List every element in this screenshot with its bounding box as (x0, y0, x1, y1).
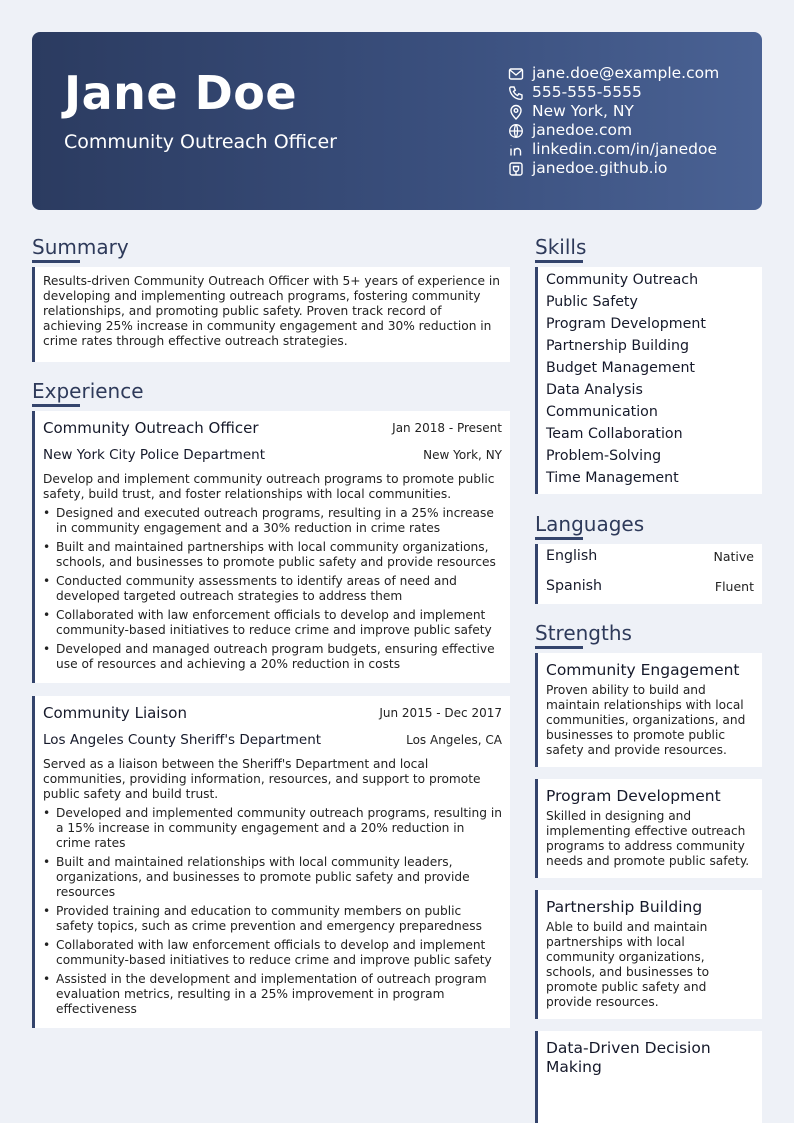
summary-text: Results-driven Community Outreach Officer with 5+ years of experience in developing and implementing outreach programs, fostering community relationships, and promoting public safety. Proven track record of achieving 25% increase in community engagement and 30% reduction in crime rates through effective outreach strategies. (43, 274, 500, 348)
summary-heading: Summary (32, 235, 129, 259)
job-organization: New York City Police Department (43, 447, 265, 463)
contact-github-text: janedoe.github.io (532, 159, 668, 177)
contact-location (508, 102, 758, 121)
skill-item: Data Analysis (546, 382, 643, 398)
skill-item: Community Outreach (546, 272, 699, 288)
strength-title: Community Engagement (546, 661, 740, 679)
job-dates: Jan 2018 - Present (392, 421, 502, 435)
skills-card (535, 267, 762, 494)
strength-card (535, 653, 762, 767)
skill-item: Communication (546, 404, 658, 420)
job-organization: Los Angeles County Sheriff's Department (43, 732, 322, 748)
language-level: Native (713, 548, 754, 564)
skill-item: Partnership Building (546, 338, 689, 354)
linkedin-icon (508, 142, 524, 158)
contact-github[interactable] (508, 159, 758, 178)
strength-description: Skilled in designing and implementing effective outreach programs to address community needs and promote public safety. (546, 809, 750, 868)
summary-rule (32, 260, 80, 263)
job-bullet: • Assisted in the development and implementation of outreach program evaluation metrics, resulting in a 25% improvement in program effectiveness (43, 972, 502, 1017)
skills-heading: Skills (535, 235, 587, 259)
contact-phone[interactable] (508, 83, 758, 102)
job-bullet: • Built and maintained partnerships with local community organizations, schools, and businesses to promote public safety and provide resources (43, 540, 502, 570)
candidate-name: Jane Doe (64, 66, 298, 120)
contact-linkedin[interactable] (508, 140, 758, 159)
experience-rule (32, 404, 80, 407)
contact-website[interactable] (508, 121, 758, 140)
job-bullet: • Built and maintained relationships with local community leaders, organizations, and businesses to promote public safety and provide resources (43, 855, 502, 900)
language-name: English (546, 548, 598, 564)
job-card (32, 411, 510, 683)
job-bullet: • Developed and managed outreach program budgets, ensuring effective use of resources and achieving a 20% reduction in costs (43, 642, 502, 672)
strength-card (535, 890, 762, 1019)
phone-icon (508, 85, 524, 101)
strength-title: Data-Driven Decision Making (546, 1039, 711, 1076)
skill-item: Team Collaboration (546, 426, 683, 442)
languages-rule (535, 537, 583, 540)
contact-email[interactable] (508, 64, 758, 83)
job-bullet: • Designed and executed outreach programs, resulting in a 25% increase in community engagement and a 30% reduction in crime rates (43, 506, 502, 536)
job-location: Los Angeles, CA (406, 733, 502, 747)
language-name: Spanish (546, 578, 603, 594)
strength-title: Partnership Building (546, 898, 703, 916)
job-bullet: • Collaborated with law enforcement officials to develop and implement community-based initiatives to reduce crime and improve public safety (43, 938, 502, 968)
strength-title: Program Development (546, 787, 721, 805)
skill-item: Program Development (546, 316, 706, 332)
job-description: Develop and implement community outreach programs to promote public safety, build trust, and foster relationships with local communities. (43, 472, 495, 501)
languages-heading: Languages (535, 512, 645, 536)
language-level: Fluent (714, 578, 754, 594)
contact-linkedin-text: linkedin.com/in/janedoe (532, 140, 717, 158)
email-icon (508, 66, 524, 82)
globe-icon (508, 123, 524, 139)
job-description: Served as a liaison between the Sheriff's Department and local communities, providing information, resources, and support to promote public safety and build trust. (43, 757, 481, 801)
languages-card (535, 544, 762, 604)
job-dates: Jun 2015 - Dec 2017 (379, 706, 502, 720)
skills-rule (535, 260, 583, 263)
job-bullets (43, 806, 502, 1021)
contact-phone-text: 555-555-5555 (532, 83, 642, 101)
skill-item: Time Management (546, 470, 679, 486)
job-title: Community Outreach Officer (43, 419, 259, 437)
strengths-rule (535, 646, 583, 649)
job-bullet: • Conducted community assessments to identify areas of need and developed targeted outreach strategies to address them (43, 574, 502, 604)
strength-description: Proven ability to build and maintain relationships with local communities, organizations, and businesses to promote public safety and provide resources. (546, 683, 746, 757)
strength-card (535, 1031, 762, 1123)
summary-card (32, 267, 510, 362)
job-location: New York, NY (423, 448, 502, 462)
job-bullet: • Provided training and education to community members on public safety topics, such as crime prevention and emergency preparedness (43, 904, 502, 934)
job-bullets (43, 506, 502, 676)
job-bullet: • Developed and implemented community outreach programs, resulting in a 15% increase in community engagement and a 20% reduction in crime rates (43, 806, 502, 851)
job-card (32, 696, 510, 1028)
strength-description: Able to build and maintain partnerships with local community organizations, schools, and businesses to promote public safety and provide resources. (546, 920, 710, 1009)
job-bullet: • Collaborated with law enforcement officials to develop and implement community-based initiatives to reduce crime and improve public safety (43, 608, 502, 638)
github-icon (508, 161, 524, 177)
language-row (546, 548, 754, 564)
skill-item: Public Safety (546, 294, 638, 310)
job-title: Community Liaison (43, 704, 187, 722)
resume-header (32, 32, 762, 210)
language-row (546, 578, 754, 594)
strength-description (538, 1077, 762, 1080)
contact-website-text: janedoe.com (532, 121, 633, 139)
contact-location-text: New York, NY (532, 102, 634, 120)
strength-card (535, 779, 762, 878)
strengths-heading: Strengths (535, 621, 632, 645)
location-icon (508, 104, 524, 120)
candidate-role: Community Outreach Officer (64, 131, 337, 153)
experience-heading: Experience (32, 379, 144, 403)
skill-item: Problem-Solving (546, 448, 662, 464)
skill-item: Budget Management (546, 360, 695, 376)
contact-email-text: jane.doe@example.com (532, 64, 720, 82)
contact-list (508, 64, 758, 178)
